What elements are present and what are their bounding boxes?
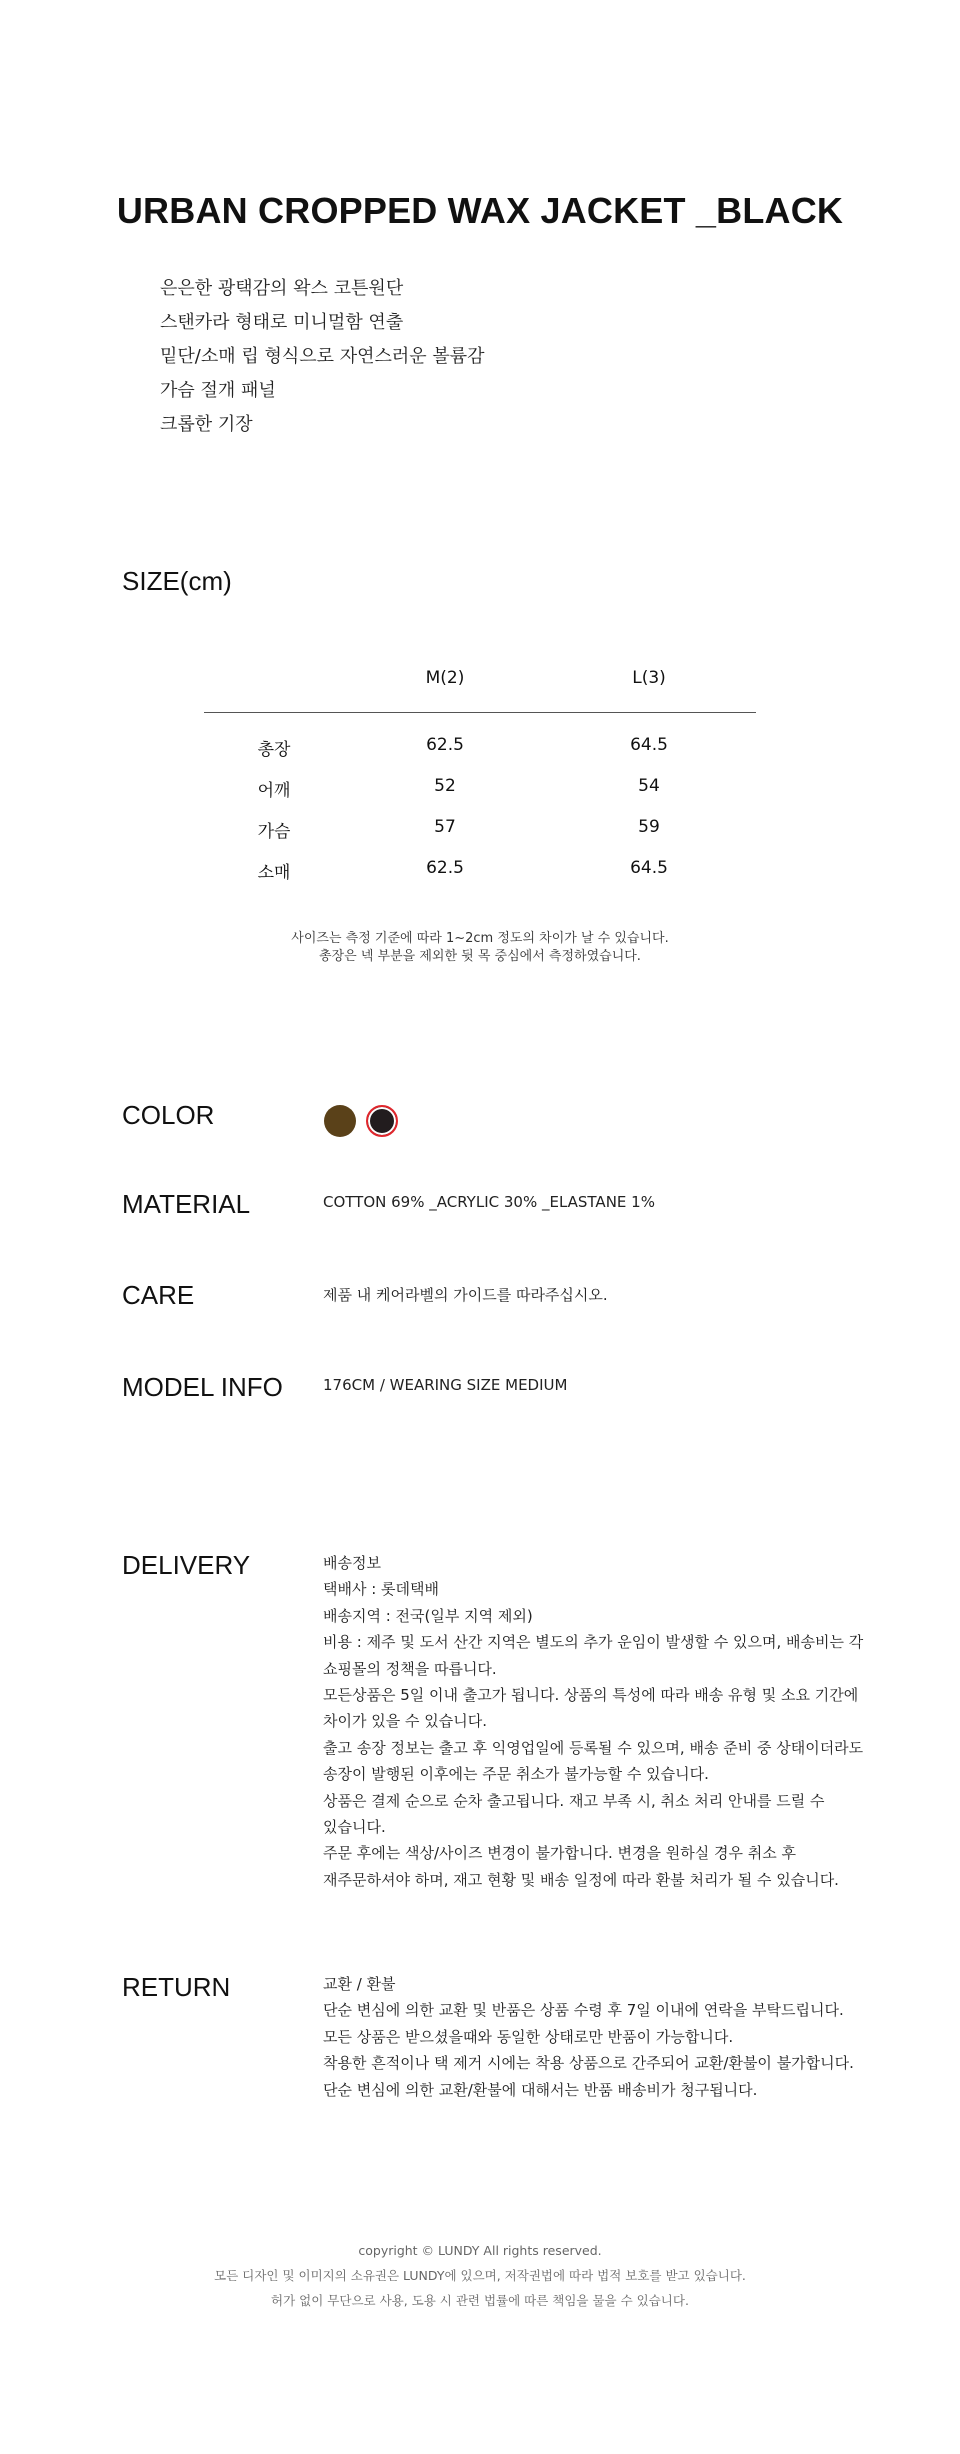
delivery-line: 송장이 발행된 이후에는 주문 취소가 불가능할 수 있습니다.: [323, 1765, 709, 1784]
size-heading: SIZE(cm): [122, 566, 232, 596]
table-row: [204, 858, 756, 899]
table-row: [204, 735, 756, 776]
row-label: 총장: [257, 740, 291, 760]
l-value: 64.5: [630, 735, 668, 755]
care-heading: CARE: [122, 1280, 195, 1310]
l-value: 59: [638, 817, 660, 837]
size-table: [204, 668, 756, 899]
size-note-line: 총장은 넥 부분을 제외한 뒷 목 중심에서 측정하였습니다.: [319, 949, 641, 964]
l-value: 64.5: [630, 858, 668, 878]
feature-line: 스탠카라 형태로 미니멀함 연출: [160, 312, 404, 333]
delivery-line: 비용 : 제주 및 도서 산간 지역은 별도의 추가 운임이 발생할 수 있으며, 배송비는 각: [323, 1633, 864, 1652]
row-label: 가슴: [257, 822, 291, 842]
delivery-line: 주문 후에는 색상/사이즈 변경이 불가합니다. 변경을 원하실 경우 취소 후: [323, 1844, 796, 1863]
size-notes: [0, 930, 960, 966]
delivery-line: 상품은 결제 순으로 순차 출고됩니다. 재고 부족 시, 취소 처리 안내를 드릴 수: [323, 1791, 825, 1810]
delivery-line: 쇼핑몰의 정책을 따릅니다.: [323, 1659, 497, 1678]
delivery-line: 있습니다.: [323, 1818, 386, 1837]
delivery-line: 출고 송장 정보는 출고 후 익영업일에 등록될 수 있으며, 배송 준비 중 상태이더라도: [323, 1738, 864, 1757]
m-value: 62.5: [426, 858, 464, 878]
color-swatch-black[interactable]: [366, 1105, 398, 1137]
model-info-value: 176CM / WEARING SIZE MEDIUM: [323, 1376, 568, 1394]
m-value: 52: [434, 776, 456, 796]
product-title: URBAN CROPPED WAX JACKET _BLACK: [116, 190, 844, 231]
material-heading: MATERIAL: [122, 1189, 251, 1219]
table-divider: [204, 712, 756, 713]
size-table-header: [204, 668, 756, 712]
care-value: 제품 내 케어라벨의 가이드를 따라주십시오.: [323, 1286, 608, 1304]
column-header-l: L(3): [632, 668, 666, 688]
return-heading: RETURN: [122, 1972, 231, 2002]
m-value: 57: [434, 817, 456, 837]
return-line: 교환 / 환불: [323, 1975, 396, 1993]
l-value: 54: [638, 776, 660, 796]
usage-notice: 허가 없이 무단으로 사용, 도용 시 관련 법률에 따른 책임을 물을 수 있습니다.: [271, 2293, 689, 2308]
feature-line: 가슴 절개 패널: [160, 380, 276, 401]
size-note-line: 사이즈는 측정 기준에 따라 1~2cm 정도의 차이가 날 수 있습니다.: [291, 931, 669, 946]
column-header-m: M(2): [425, 668, 465, 688]
return-info: [323, 1971, 863, 2103]
delivery-line: 배송정보: [323, 1554, 381, 1572]
delivery-line: 차이가 있을 수 있습니다.: [323, 1712, 487, 1731]
return-line: 착용한 흔적이나 택 제거 시에는 착용 상품으로 간주되어 교환/환불이 불가합니다.: [323, 2054, 854, 2073]
m-value: 62.5: [426, 735, 464, 755]
model-info-heading: MODEL INFO: [122, 1372, 283, 1402]
return-line: 모든 상품은 받으셨을때와 동일한 상태로만 반품이 가능합니다.: [323, 2027, 734, 2046]
delivery-line: 배송지역 : 전국(일부 지역 제외): [323, 1606, 533, 1625]
color-swatch-olive-brown[interactable]: [324, 1105, 356, 1137]
ownership-notice: 모든 디자인 및 이미지의 소유권은 LUNDY에 있으며, 저작권법에 따라 법적 보호를 받고 있습니다.: [214, 2268, 746, 2283]
feature-line: 은은한 광택감의 왁스 코튼원단: [160, 278, 404, 299]
color-heading: COLOR: [122, 1100, 215, 1130]
return-line: 단순 변심에 의한 교환/환불에 대해서는 반품 배송비가 청구됩니다.: [323, 2080, 758, 2099]
delivery-line: 모든상품은 5일 이내 출고가 됩니다. 상품의 특성에 따라 배송 유형 및 소요 기간에: [323, 1686, 859, 1705]
delivery-heading: DELIVERY: [122, 1550, 251, 1580]
feature-line: 밑단/소매 립 형식으로 자연스러운 볼륨감: [160, 346, 485, 367]
return-line: 단순 변심에 의한 교환 및 반품은 상품 수령 후 7일 이내에 연락을 부탁드립니다.: [323, 2001, 844, 2020]
delivery-line: 택배사 : 롯데택배: [323, 1580, 440, 1599]
row-label: 소매: [257, 863, 291, 883]
feature-list: [160, 272, 485, 442]
delivery-line: 재주문하셔야 하며, 재고 현황 및 배송 일정에 따라 환불 처리가 될 수 있습니다.: [323, 1870, 839, 1889]
feature-line: 크롭한 기장: [160, 414, 253, 435]
footer: [0, 2238, 960, 2313]
table-row: [204, 776, 756, 817]
table-row: [204, 817, 756, 858]
row-label: 어깨: [257, 781, 291, 801]
material-value: COTTON 69% _ACRYLIC 30% _ELASTANE 1%: [323, 1193, 655, 1211]
copyright-text: copyright © LUNDY All rights reserved.: [358, 2243, 602, 2258]
delivery-info: [323, 1550, 863, 1893]
